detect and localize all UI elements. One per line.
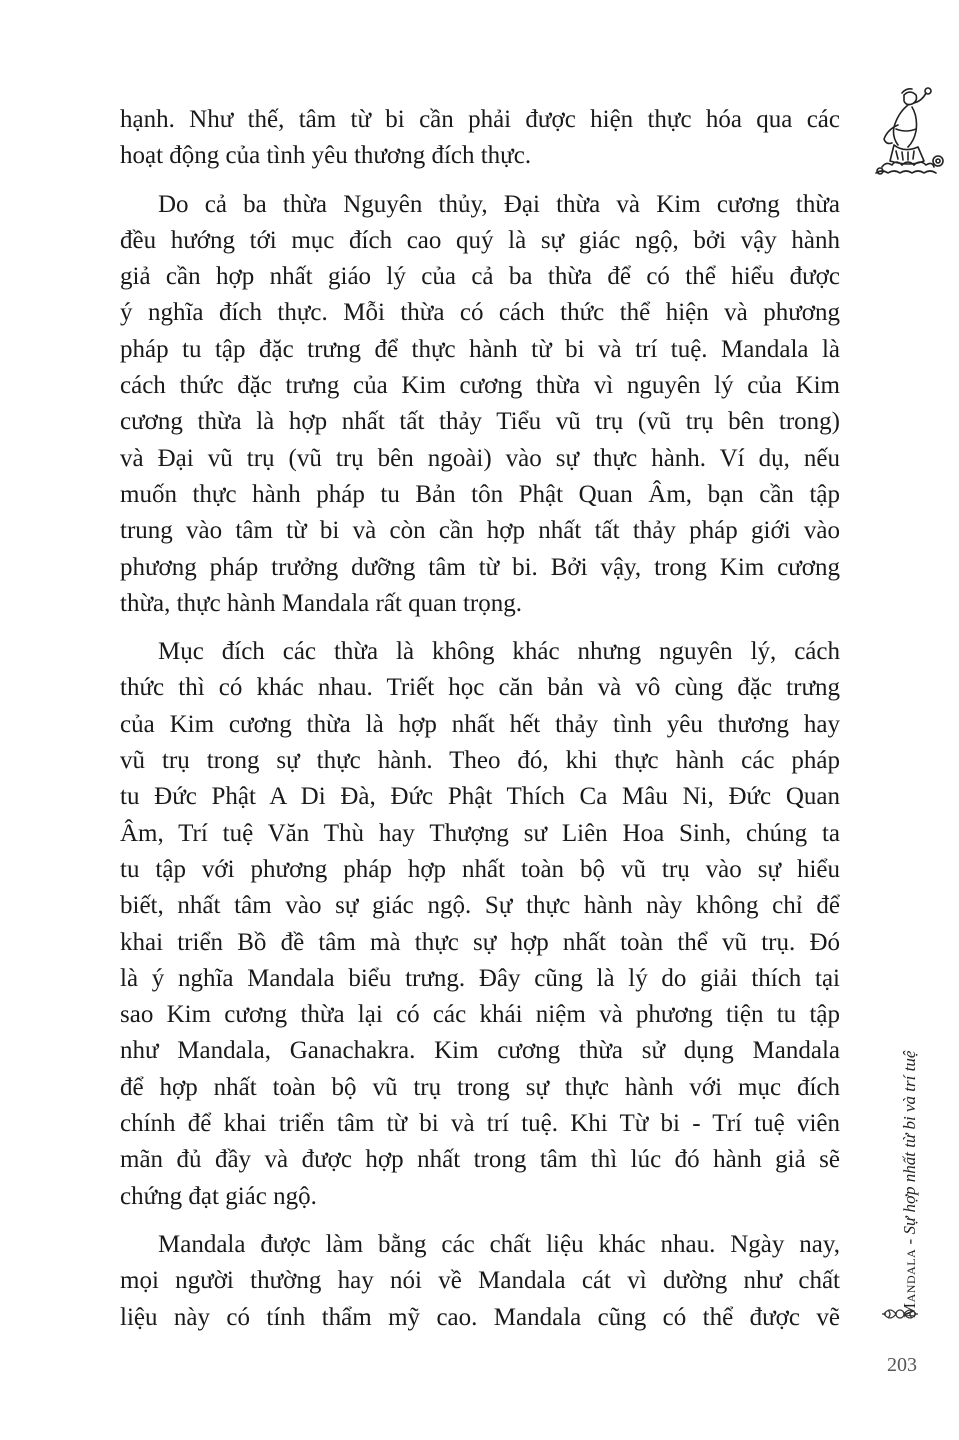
paragraph-2	[120, 187, 840, 623]
book-title: Mandala	[900, 1248, 919, 1318]
text-line: thức thì có khác nhau. Triết học căn bản và vô cùng đặc trưng	[120, 674, 840, 702]
text-line: giả cần hợp nhất giáo lý của cả ba thừa để có thể hiểu được	[120, 263, 840, 291]
text-line: hoạt động của tình yêu thương đích thực.	[120, 142, 532, 170]
text-line: Do cả ba thừa Nguyên thủy, Đại thừa và Kim cương thừa	[158, 190, 840, 218]
deity-figure-illustration	[852, 85, 952, 185]
text-line: chứng đạt giác ngộ.	[120, 1182, 317, 1210]
paragraph-4	[120, 1227, 840, 1336]
text-line: vũ trụ trong sự thực hành. Theo đó, khi thực hành các pháp	[120, 747, 840, 775]
text-line: phương pháp trưởng dưỡng tâm từ bi. Bởi vậy, trong Kim cương	[120, 553, 840, 581]
text-line: biết, nhất tâm vào sự giác ngộ. Sự thực hành này không chỉ để	[120, 892, 840, 920]
text-line: để hợp nhất toàn bộ vũ trụ trong sự thực hành với mục đích	[120, 1073, 840, 1101]
text-line: đều hướng tới mục đích cao quý là sự giác ngộ, bởi vậy hành	[120, 226, 840, 254]
text-line: ý nghĩa đích thực. Mỗi thừa có cách thức thể hiện và phương	[120, 299, 840, 327]
text-line: sao Kim cương thừa lại có các khái niệm và phương tiện tu tập	[120, 1001, 840, 1029]
text-line: mãn đủ đầy và được hợp nhất trong tâm thì lúc đó hành giả sẽ	[120, 1146, 840, 1174]
text-line: muốn thực hành pháp tu Bản tôn Phật Quan Âm, bạn cần tập	[120, 480, 840, 508]
text-line: trung vào tâm từ bi và còn cần hợp nhất tất thảy pháp giới vào	[120, 517, 840, 545]
body-text	[120, 102, 840, 1348]
text-line: tu Đức Phật A Di Đà, Đức Phật Thích Ca Mâu Ni, Đức Quan	[120, 783, 840, 811]
text-line: là ý nghĩa Mandala biểu trưng. Đây cũng là lý do giải thích tại	[120, 964, 840, 992]
text-line: cương thừa là hợp nhất tất thảy Tiểu vũ trụ (vũ trụ bên trong)	[120, 408, 840, 436]
page-number: 203	[887, 1354, 917, 1376]
text-line: Mục đích các thừa là không khác nhưng nguyên lý, cách	[158, 638, 840, 666]
text-line: cách thức đặc trưng của Kim cương thừa vì nguyên lý của Kim	[120, 372, 840, 400]
paragraph-3	[120, 634, 840, 1215]
text-line: Mandala được làm bằng các chất liệu khác nhau. Ngày nay,	[158, 1230, 840, 1258]
text-line: tu tập với phương pháp hợp nhất toàn bộ vũ trụ vào sự hiểu	[120, 855, 840, 883]
text-line: pháp tu tập đặc trưng để thực hành từ bi và trí tuệ. Mandala là	[120, 335, 840, 363]
vajra-ornament-icon	[880, 1300, 920, 1328]
running-head-text	[900, 1051, 920, 1318]
text-line: chính để khai triển tâm từ bi và trí tuệ. Khi Từ bi - Trí tuệ viên	[120, 1110, 840, 1138]
text-line: Âm, Trí tuệ Văn Thù hay Thượng sư Liên Hoa Sinh, chúng ta	[120, 819, 840, 847]
running-head-separator: -	[900, 1234, 919, 1249]
text-line: thừa, thực hành Mandala rất quan trọng.	[120, 589, 522, 617]
text-line: của Kim cương thừa là hợp nhất hết thảy tình yêu thương hay	[120, 710, 840, 738]
text-line: và Đại vũ trụ (vũ trụ bên ngoài) vào sự thực hành. Ví dụ, nếu	[120, 444, 840, 472]
text-line: liệu này có tính thẩm mỹ cao. Mandala cũng có thể được vẽ	[120, 1303, 840, 1331]
text-line: hạnh. Như thế, tâm từ bi cần phải được hiện thực hóa qua các	[120, 106, 840, 133]
text-line: khai triển Bồ đề tâm mà thực sự hợp nhất toàn thể vũ trụ. Đó	[120, 928, 840, 956]
text-line: như Mandala, Ganachakra. Kim cương thừa sử dụng Mandala	[120, 1037, 840, 1065]
text-line: mọi người thường hay nói về Mandala cát vì dường như chất	[120, 1267, 840, 1295]
paragraph-1	[120, 102, 840, 175]
chapter-title: Sự hợp nhất từ bi và trí tuệ	[900, 1050, 919, 1235]
running-head	[880, 978, 920, 1328]
